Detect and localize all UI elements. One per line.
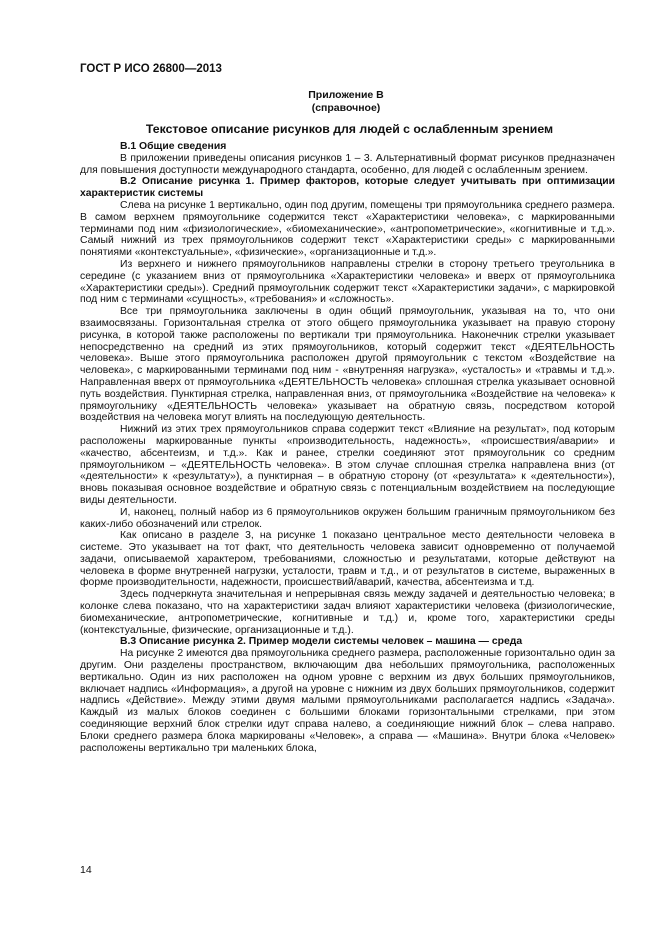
page-number: 14 (80, 864, 92, 876)
paragraph: В приложении приведены описания рисунков 1 – 3. Альтернативный формат рисунков предназначен для повышения доступности международного стандарта, особенно, для людей с ослабленным зрением. (80, 152, 615, 176)
paragraph: На рисунке 2 имеются два прямоугольника среднего размера, расположенные горизонтально один за другим. Они разделены пространством, включающим два небольших прямоугольника, расположенных вертикально. Один из них расположен на одном уровне с верхним из двух больших прямоугольников, включает надпись «Информация», а другой на уровне с нижним из двух больших прямоугольников, содержит надпись «Действие». Между этими двумя малыми прямоугольниками располагается надпись «Задача». Каждый из малых блоков соединен с большими блоками горизонтальными стрелками, при этом соединяющие верхний блок стрелки идут справа налево, а соединяющие нижний блок – слева направо. Блоки среднего размера блока маркированы «Человек», а справа — «Машина». Внутри блока «Человек» расположены вертикально три маленьких блока, (80, 648, 615, 754)
paragraph: Как описано в разделе 3, на рисунке 1 показано центральное место деятельности человека в системе. Это указывает на тот факт, что деятельность человека зависит одновременно от получаемой задачи, описываемой характером, требованиями, сложностью и результатами, которые действуют на человека в форме внутренней нагрузки, усталости, травм и т.д., и от результатов в системе, выраженных в форме производительности, надежности, происшествий/аварий, качества, абсентеизма и т.д. (80, 530, 615, 589)
paragraph: И, наконец, полный набор из 6 прямоугольников окружен большим граничным прямоугольником без каких-либо обозначений или стрелок. (80, 506, 615, 530)
section-heading-b1: В.1 Общие сведения (120, 141, 227, 152)
paragraph: Здесь подчеркнута значительная и непрерывная связь между задачей и деятельностью человека; в колонке слева показано, что на характеристики задач влияют характеристики человека (физиологические, биомеханические, антропометрические, когнитивные и т.д.) и, кроме того, характеристики среды (контекстуальные, физические, организационные и т.д.). (80, 589, 615, 636)
annex-heading (280, 89, 412, 115)
paragraph: Нижний из этих трех прямоугольников справа содержит текст «Влияние на результат», под которым расположены маркированные пункты «производительность, надежность», «происшествия/аварии» и «качество, абсентеизм, и т.д.». Как и ранее, стрелки соединяют этот прямоугольник со средним прямоугольником – «ДЕЯТЕЛЬНОСТЬ человека». В этом случае сплошная стрелка направлена вниз (от «деятельности» к «результату»), а пунктирная – в обратную сторону (от «результата» к «деятельности»), вновь показывая основное воздействие и обратную связь с потенциальным воздействием на последующие виды деятельности. (80, 424, 615, 506)
section-heading-b3: В.3 Описание рисунка 2. Пример модели системы человек – машина — среда (120, 636, 523, 648)
paragraph: Все три прямоугольника заключены в один общий прямоугольник, указывая на то, что они взаимосвязаны. Горизонтальная стрелка от этого общего прямоугольника указывает на правую сторону рисунка, в которой также расположены по вертикали три прямоугольника. Наконечник стрелки указывает непосредственно на средний из этих прямоугольников, который содержит текст «ДЕЯТЕЛЬНОСТЬ человека». Выше этого прямоугольника расположен другой прямоугольник с текстом «Воздействие на человека», с маркированными терминами под ним - «внутренняя нагрузка», «усталость» и «травмы и т.д.». Направленная вверх от прямоугольника «ДЕЯТЕЛЬНОСТЬ человека» сплошная стрелка указывает основной путь воздействия. Пунктирная стрелка, направленная вниз, от прямоугольника «Воздействие на человека» к прямоугольнику «ДЕЯТЕЛЬНОСТЬ человека» указывает на обратную связь, посредством которой воздействия на человека могут влиять на последующую деятельность. (80, 306, 615, 424)
paragraph: Слева на рисунке 1 вертикально, один под другим, помещены три прямоугольника среднего размера. В самом верхнем прямоугольнике содержится текст «Характеристики человека», с маркированными терминами под ним «физиологические», «биомеханические», «антропометрические», «когнитивные и т.д.». Самый нижний из трех прямоугольников содержит текст «Характеристики среды» с маркированными понятиями «контекстуальные», «физические», «организационные и т.д.». (80, 199, 615, 259)
paragraph: Из верхнего и нижнего прямоугольников направлены стрелки в сторону третьего треугольника в середине (с указанием вниз от прямоугольника «Характеристики человека» и вверх от прямоугольника «Характеристики среды»). Средний прямоугольник содержит текст «Характеристики задачи», с маркировкой под ним с терминами «сущность», «требования» и «сложность». (80, 258, 615, 306)
standard-designation: ГОСТ Р ИСО 26800—2013 (80, 63, 222, 75)
annex-type: (справочное) (311, 102, 381, 114)
document-title: Текстовое описание рисунков для людей с ослабленным зрением (145, 122, 554, 136)
section-heading-b2: В.2 Описание рисунка 1. Пример факторов, которые следует учитывать при оптимизации характеристик системы (80, 176, 615, 200)
document-body (80, 141, 615, 754)
annex-title: Приложение В (308, 89, 384, 101)
